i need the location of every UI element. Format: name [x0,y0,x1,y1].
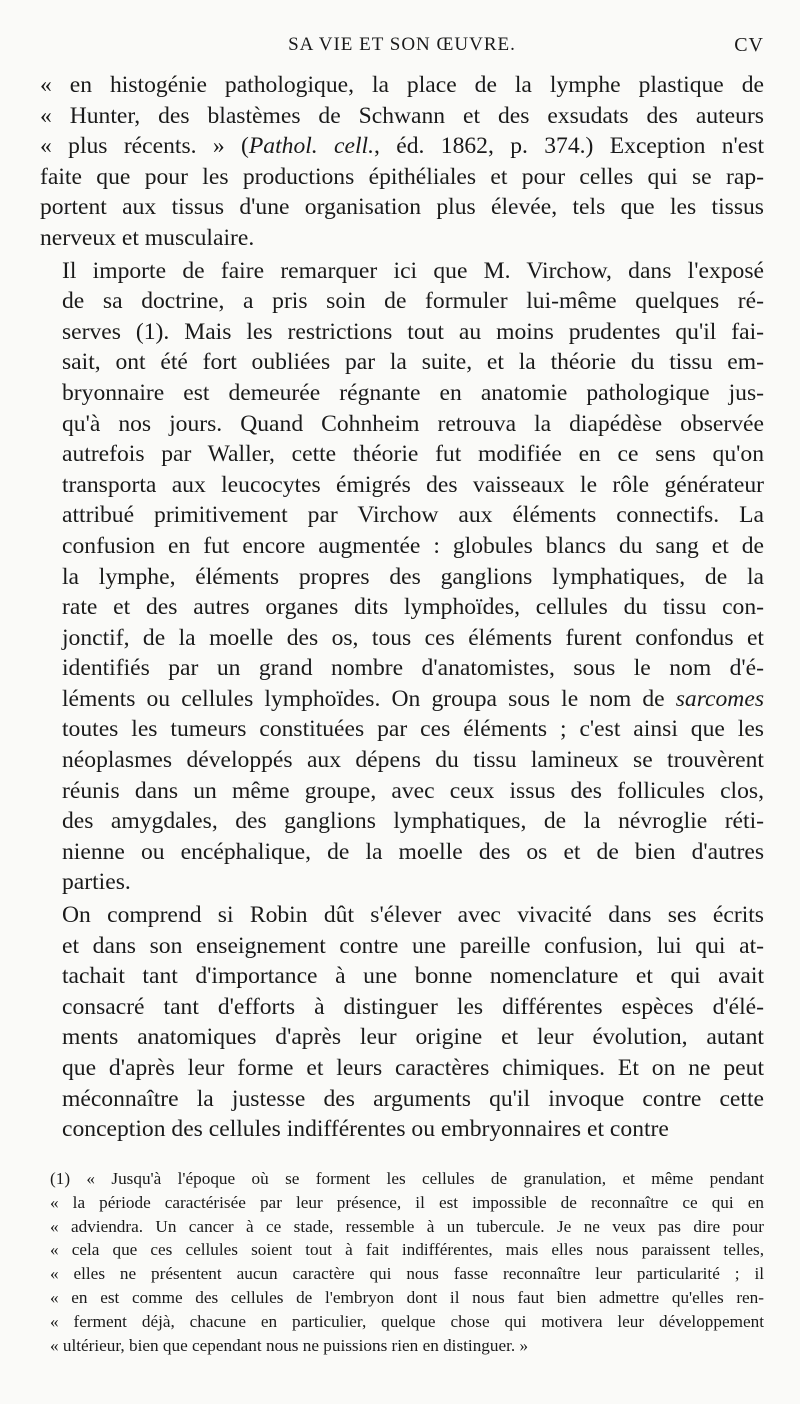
text-line: que d'après leur forme et leurs caractères chimiques. Et on ne peut [62,1055,764,1081]
footnote-line: « en est comme des cellules de l'embryon dont il nous faut bien admettre qu'elles ren- [50,1287,764,1307]
text-line: tachait tant d'importance à une bonne nomenclature et qui avait [62,963,764,990]
text-line: autrefois par Waller, cette théorie fut modifiée en ce sens qu'on [62,441,764,468]
text-line: réunis dans un même groupe, avec ceux issus des follicules clos, [62,777,764,804]
page-header [40,30,764,70]
text-line: néoplasmes développés aux dépens du tissu lamineux se trouvèrent [62,747,764,774]
text-line: « plus récents. » (Pathol. cell., éd. 1862, p. 374.) Exception n'est [40,133,765,160]
footnote-line: « ferment déjà, chacune en particulier, quelque chose qui motivera leur développement [50,1311,764,1331]
text-line: portent aux tissus d'une organisation plus élevée, tels que les tissus [40,194,764,221]
text-line: conception des cellules indifférentes ou embryonnaires et contre [62,1116,669,1143]
paragraph [40,70,764,254]
text-line: « Hunter, des blastèmes de Schwann et des exsudats des auteurs [40,102,764,129]
text-line: confusion en fut encore augmentée : globules blancs du sang et de [62,532,764,559]
text-line: nienne ou encéphalique, de la moelle des os et de bien d'autres [62,838,764,865]
text-line: méconnaître la justesse des arguments qu'il invoque contre cette [62,1085,764,1112]
text-line: de sa doctrine, a pris soin de formuler lui-même quelques ré- [62,288,764,315]
text-line: toutes les tumeurs constituées par ces éléments ; c'est ainsi que les [62,716,764,743]
text-line: et dans son enseignement contre une pareille confusion, lui qui at- [62,932,764,959]
running-title: SA VIE ET SON ŒUVRE. [288,34,516,55]
footnote-line: « cela que ces cellules soient tout à fait indifférentes, mais elles nous paraissent telles, [50,1240,764,1260]
text-line: transporta aux leucocytes émigrés des vaisseaux le rôle générateur [62,471,764,498]
paragraph [40,900,764,1145]
footnote [40,1167,764,1357]
text-line: qu'à nos jours. Quand Cohnheim retrouva la diapédèse observée [62,410,764,437]
text-line: faite que pour les productions épithéliales et pour celles qui se rap- [40,163,764,190]
text-line: parties. [62,869,131,896]
footnote-line: « ultérieur, bien que cependant nous ne puissions rien en distinguer. » [50,1335,529,1355]
text-line: serves (1). Mais les restrictions tout au moins prudentes qu'il fai- [62,318,764,345]
text-line: identifiés par un grand nombre d'anatomistes, sous le nom d'é- [62,655,764,682]
footnote-line: « adviendra. Un cancer à ce stade, ressemble à un tubercule. Je ne veux pas dire pour [50,1216,764,1236]
text-line: sait, ont été fort oubliées par la suite, et la théorie du tissu em- [62,349,764,376]
text-line: jonctif, de la moelle des os, tous ces éléments furent confondus et [62,624,764,651]
text-line: la lymphe, éléments propres des ganglions lymphatiques, de la [62,563,764,590]
page-number: CV [734,34,764,56]
footnote-line: « elles ne présentent aucun caractère qui nous fasse reconnaître leur particularité ; il [50,1264,764,1284]
body-text [40,70,764,1145]
text-line: bryonnaire est demeurée régnante en anatomie pathologique jus- [62,379,764,406]
text-line: On comprend si Robin dût s'élever avec vivacité dans ses écrits [62,902,764,929]
footnote-line: « la période caractérisée par leur présence, il est impossible de reconnaître ce qui en [50,1192,764,1212]
text-line: attribué primitivement par Virchow aux éléments connectifs. La [62,502,764,529]
footnote-line: (1) « Jusqu'à l'époque où se forment les cellules de granulation, et même pendant [50,1169,764,1188]
text-line: des amygdales, des ganglions lymphatiques, de la névroglie réti- [62,808,764,835]
text-line: Il importe de faire remarquer ici que M. Virchow, dans l'exposé [62,257,764,284]
text-line: ments anatomiques d'après leur origine et leur évolution, autant [62,1024,764,1051]
text-line: rate et des autres organes dits lymphoïdes, cellules du tissu con- [62,594,764,621]
paragraph [40,256,764,898]
text-line: nerveux et musculaire. [40,224,255,251]
text-line: « en histogénie pathologique, la place de la lymphe plastique de [40,72,764,98]
text-line: consacré tant d'efforts à distinguer les différentes espèces d'élé- [62,993,764,1020]
text-line: léments ou cellules lymphoïdes. On groupa sous le nom de sarcomes [62,685,764,712]
